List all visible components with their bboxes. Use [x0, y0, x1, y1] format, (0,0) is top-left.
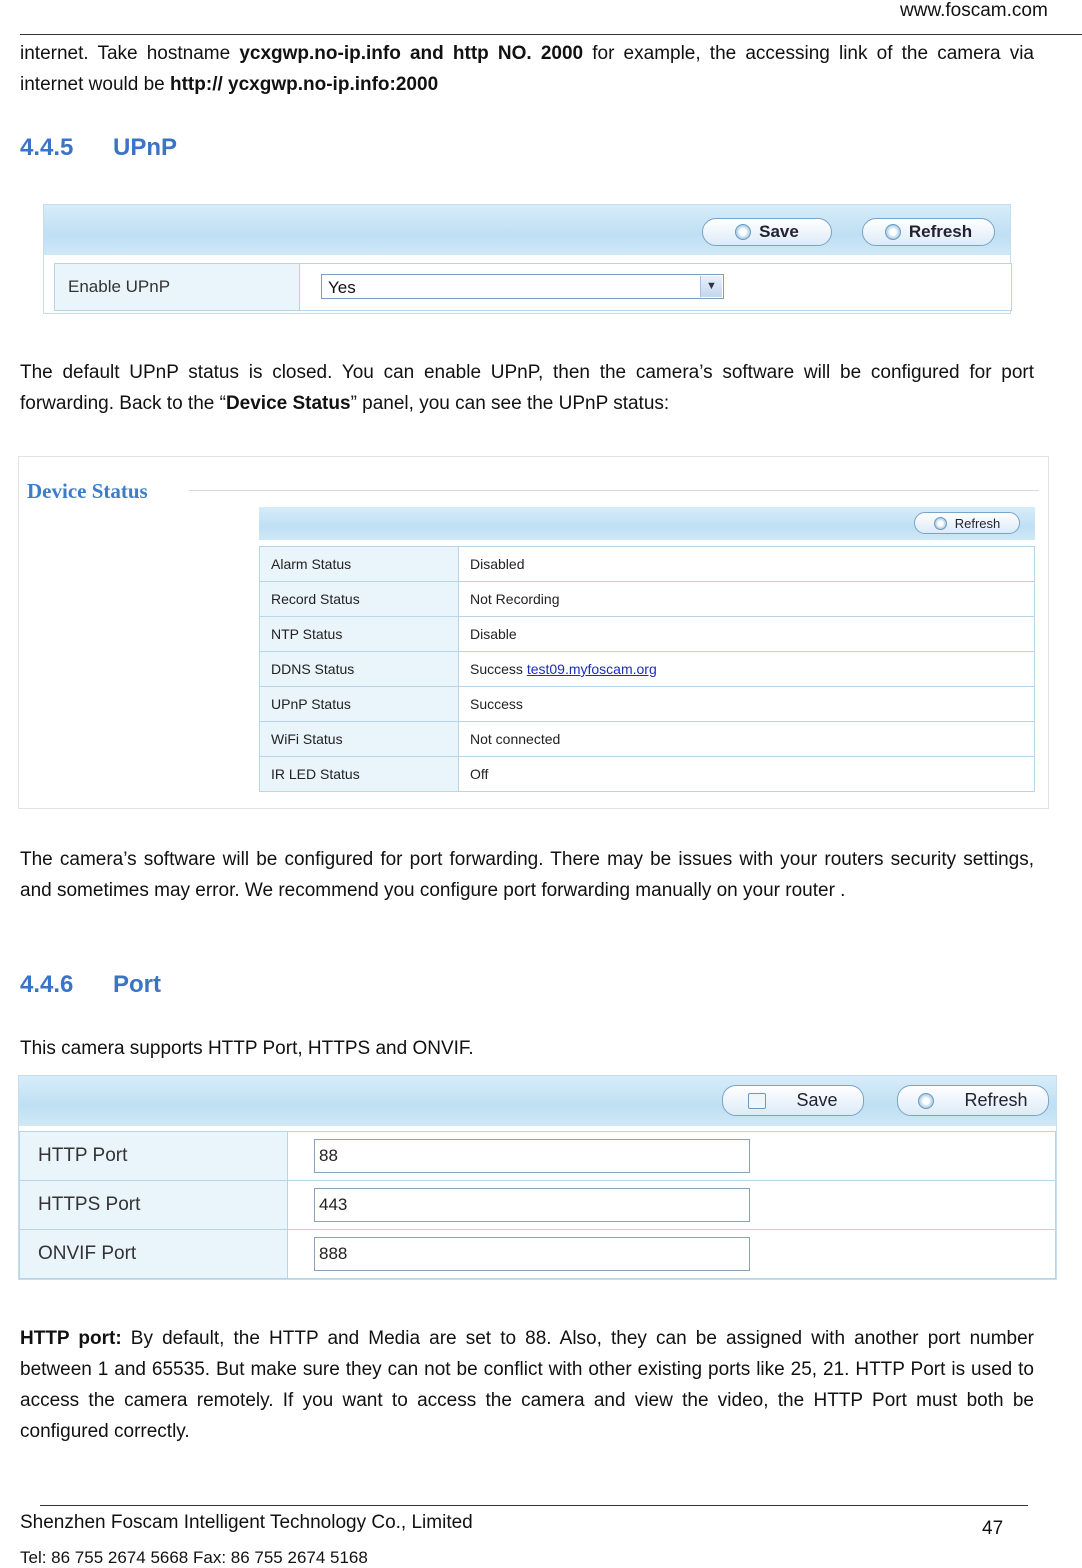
device-status-table	[259, 546, 1035, 792]
onvif-port-label: ONVIF Port	[20, 1230, 288, 1279]
chevron-down-icon[interactable]: ▼	[700, 276, 722, 297]
device-status-refresh-button[interactable]: Refresh	[914, 512, 1020, 534]
onvif-port-input[interactable]: 888	[314, 1237, 750, 1271]
table-row	[20, 1230, 1056, 1279]
intro-bold-hostname: ycxgwp.no-ip.info and http NO. 2000	[239, 43, 584, 64]
port-settings-panel	[18, 1075, 1057, 1280]
section-heading-port	[20, 971, 161, 999]
table-row: UPnP Status Success	[260, 687, 1035, 722]
intro-text-1: internet. Take hostname	[20, 43, 240, 64]
device-status-title: Device Status	[27, 479, 148, 503]
section-number: 4.4.6	[20, 971, 74, 998]
table-row: DDNS Status Success test09.myfoscam.org	[260, 652, 1035, 687]
footer-rule	[40, 1505, 1028, 1506]
enable-upnp-value: Yes	[328, 278, 356, 297]
header-rule	[20, 34, 1082, 35]
section-title: Port	[113, 971, 161, 998]
refresh-icon	[918, 1093, 934, 1109]
footer-company: Shenzhen Foscam Intelligent Technology Co., Limited	[20, 1512, 473, 1533]
ddns-link[interactable]: test09.myfoscam.org	[526, 661, 657, 677]
upnp-save-button[interactable]: Save	[702, 218, 832, 246]
title-rule	[189, 490, 1039, 491]
table-row	[20, 1181, 1056, 1230]
enable-upnp-row	[54, 263, 1012, 311]
table-row: WiFi Status Not connected	[260, 722, 1035, 757]
device-status-bold: Device Status	[225, 393, 351, 414]
http-port-label: HTTP Port	[20, 1132, 288, 1181]
port-intro: This camera supports HTTP Port, HTTPS and ONVIF.	[20, 1038, 474, 1059]
enable-upnp-label: Enable UPnP	[55, 264, 300, 310]
port-forwarding-paragraph: The camera’s software will be configured for port forwarding. There may be issues with your routers security settings, and sometimes may error. We recommend you configure port forwarding manually on your router .	[20, 849, 1034, 901]
refresh-icon	[934, 517, 947, 530]
port-save-button[interactable]: Save	[722, 1085, 864, 1116]
upnp-description: The default UPnP status is closed. You can enable UPnP, then the camera’s software will be configured for port forwarding. Back to the “Device Status” panel, you can see the UPnP status:	[20, 362, 1034, 414]
port-refresh-button[interactable]: Refresh	[897, 1085, 1049, 1116]
intro-bold-link: ycxgwp.no-ip.info:2000	[228, 74, 439, 95]
upnp-settings-panel	[43, 204, 1011, 314]
port-table	[19, 1131, 1056, 1279]
page-number: 47	[982, 1518, 1004, 1539]
table-row: Record Status Not Recording	[260, 582, 1035, 617]
table-row: NTP Status Disable	[260, 617, 1035, 652]
section-heading-upnp	[20, 134, 177, 162]
section-title: UPnP	[113, 134, 178, 161]
table-row: Alarm Status Disabled	[260, 547, 1035, 582]
device-status-panel	[18, 456, 1049, 809]
refresh-icon	[885, 224, 901, 240]
table-row: IR LED Status Off	[260, 757, 1035, 792]
save-icon	[735, 224, 751, 240]
intro-paragraph	[20, 38, 1034, 100]
enable-upnp-select[interactable]	[321, 274, 724, 299]
save-icon	[748, 1093, 766, 1109]
footer-contact: Tel: 86 755 2674 5668 Fax: 86 755 2674 5168	[20, 1548, 368, 1567]
https-port-label: HTTPS Port	[20, 1181, 288, 1230]
intro-text-2: for example, the accessing link of the camera via internet would be	[20, 43, 1034, 95]
http-port-input[interactable]: 88	[314, 1139, 750, 1173]
http-port-paragraph: HTTP port: By default, the HTTP and Media are set to 88. Also, they can be assigned with another port number between 1 and 65535. But make sure they can not be conflict with other existing ports like 25, 21. HTTP Port is used to access the camera remotely. If you want to access the camera and view the video, the HTTP Port must both be configured correctly.	[20, 1328, 1034, 1442]
intro-bold-http: http://	[170, 74, 223, 95]
table-row	[20, 1132, 1056, 1181]
upnp-refresh-button[interactable]: Refresh	[862, 218, 995, 246]
https-port-input[interactable]: 443	[314, 1188, 750, 1222]
section-number: 4.4.5	[20, 134, 74, 161]
http-port-bold: HTTP port:	[20, 1328, 122, 1349]
site-url: www.foscam.com	[900, 0, 1048, 21]
